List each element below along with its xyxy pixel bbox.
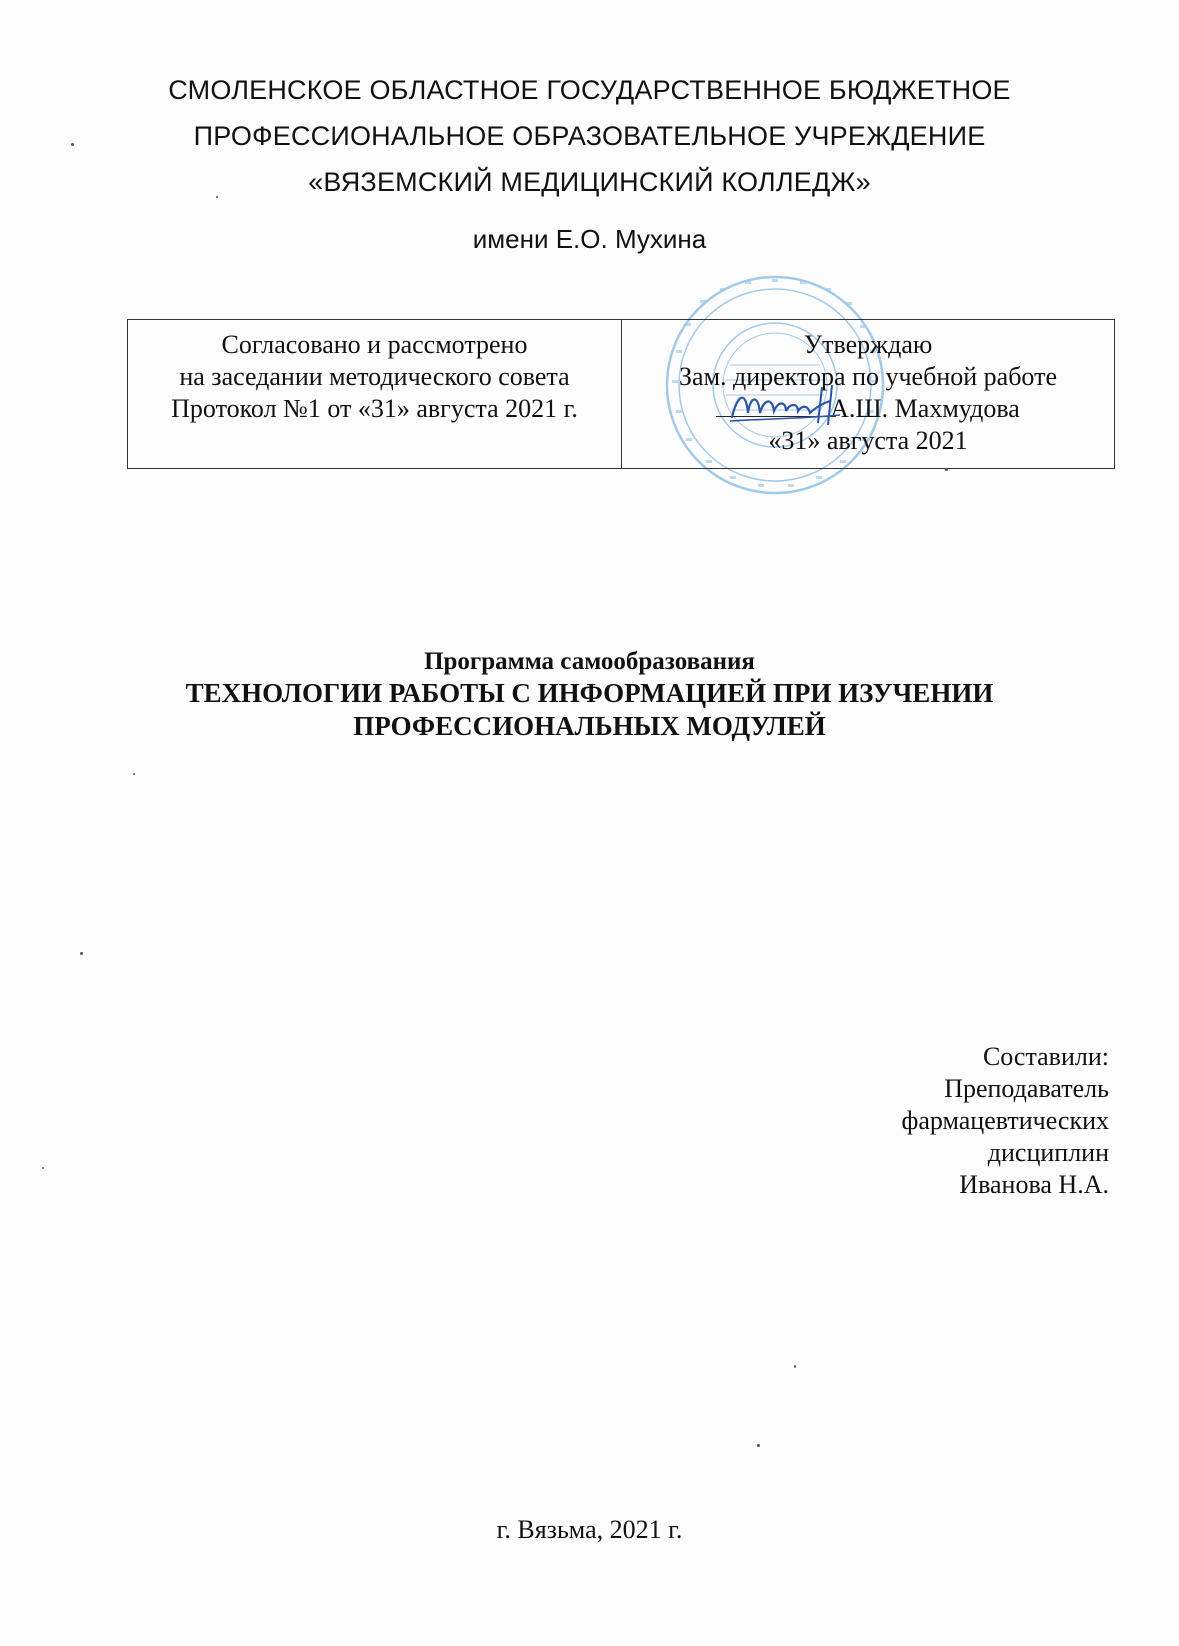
scan-speck <box>71 143 74 146</box>
scan-speck <box>80 952 83 955</box>
org-line-1: СМОЛЕНСКОЕ ОБЛАСТНОЕ ГОСУДАРСТВЕННОЕ БЮДЖЕТНОЕ <box>168 75 1011 105</box>
approval-approved-cell <box>622 320 1114 468</box>
scan-speck <box>42 1167 44 1169</box>
approved-signer-line <box>622 393 1114 425</box>
agreed-protocol: Протокол №1 от «31» августа 2021 г. <box>171 394 578 423</box>
org-named-after: имени Е.О. Мухина <box>472 224 707 254</box>
agreed-line-2: на заседании методического совета <box>179 362 570 391</box>
agreed-line-1: Согласовано и рассмотрено <box>221 330 528 359</box>
signature-line <box>716 394 828 417</box>
author-role-line-1: Преподаватель <box>944 1074 1109 1103</box>
author-role-line-3: дисциплин <box>987 1138 1109 1167</box>
approved-signer: А.Ш. Махмудова <box>830 394 1020 423</box>
scan-speck <box>757 1444 760 1447</box>
approval-agreed-cell <box>128 320 622 468</box>
approval-table <box>127 319 1115 469</box>
author-name: Иванова Н.А. <box>959 1170 1109 1199</box>
authors-block <box>901 1041 1109 1201</box>
organization-header <box>0 67 1179 205</box>
scan-speck <box>133 773 135 775</box>
approved-position: Зам. директора по учебной работе <box>679 362 1057 391</box>
scan-speck <box>945 468 948 471</box>
scan-speck <box>794 1365 796 1368</box>
approved-date: «31» августа 2021 <box>768 426 968 455</box>
program-title-line-2: ПРОФЕССИОНАЛЬНЫХ МОДУЛЕЙ <box>353 711 826 741</box>
org-line-3: «ВЯЗЕМСКИЙ МЕДИЦИНСКИЙ КОЛЛЕДЖ» <box>308 167 871 197</box>
program-kind: Программа самообразования <box>424 648 755 675</box>
author-role-line-2: фармацевтических <box>901 1106 1109 1135</box>
program-heading <box>0 647 1179 743</box>
authors-label: Составили: <box>982 1042 1109 1071</box>
scan-speck <box>216 196 218 198</box>
program-title-line-1: ТЕХНОЛОГИИ РАБОТЫ С ИНФОРМАЦИЕЙ ПРИ ИЗУЧЕНИИ <box>185 678 994 708</box>
approved-heading: Утверждаю <box>803 330 933 359</box>
org-line-2: ПРОФЕССИОНАЛЬНОЕ ОБРАЗОВАТЕЛЬНОЕ УЧРЕЖДЕНИЕ <box>193 121 986 151</box>
place-and-year: г. Вязьма, 2021 г. <box>496 1515 683 1544</box>
